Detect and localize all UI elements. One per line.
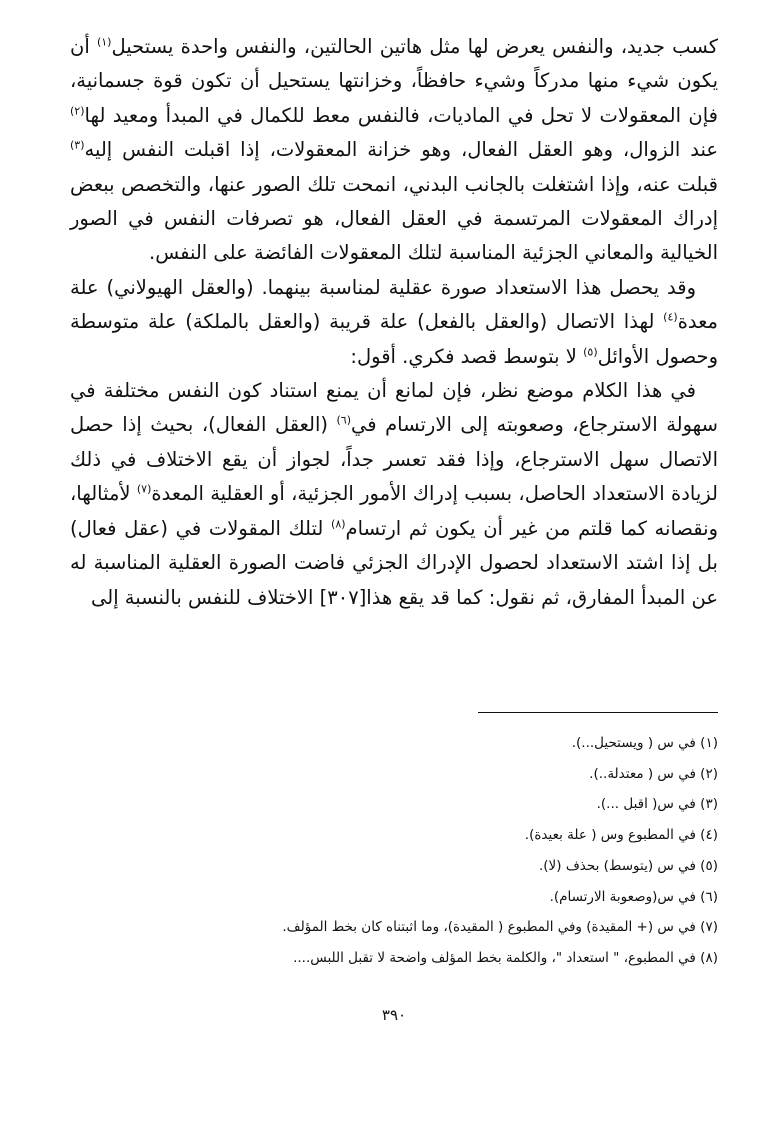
footnote-5: (٥) في س (يتوسط) بحذف (لا). [539, 857, 718, 874]
text-run: كسب جديد، والنفس يعرض لها مثل هاتين الحالتين، والنفس واحدة يستحيل [111, 35, 718, 58]
text-run: لتلك المقولات في (عقل فعال) بل إذا اشتد الاستعداد لحصول الإدراك الجزئي فاضت الصورة العقلية المناسبة له عن المبدأ المفارق، ثم نقول: كما قد يقع هذا[٣٠٧] الاختلاف للنفس بالنسبة إلى [70, 516, 718, 609]
footnote-separator [478, 712, 718, 713]
paragraph-3 [70, 374, 718, 615]
footnote-ref-5: (٥) [583, 345, 598, 359]
footnote-3: (٣) في س( اقبل ...). [596, 796, 718, 813]
footnotes-list [70, 728, 718, 974]
text-run: وقد يحصل هذا الاستعداد صورة عقلية لمناسبة بينهما. (والعقل الهيولاني) علة معدة [70, 275, 718, 334]
page-number: ٣٩٠ [381, 1006, 407, 1024]
footnote-7: (٧) في س (+ المقيدة) وفي المطبوع ( المقيدة)، وما اثبتناه كان بخط المؤلف. [282, 919, 718, 936]
footnote-2: (٢) في س ( معتدلة..). [589, 765, 718, 782]
text-run: (العقل الفعال)، بحيث إذا حصل الاتصال سهل الاسترجاع، وإذا فقد تعسر جداً، لجواز أن يقع الاختلاف في ذلك لزيادة الاستعداد الحاصل، بسبب إدراك الأمور الجزئية، أو العقلية المعدة [70, 413, 718, 506]
footnote-ref-2: (٢) [70, 104, 85, 118]
text-run: لأمثالها، ونقصانه كما قلتم من غير أن يكون ثم ارتسام [70, 482, 719, 540]
footnote-4: (٤) في المطبوع وس ( علة بعيدة). [524, 827, 718, 844]
main-text [70, 30, 718, 615]
text-run: قبلت عنه، وإذا اشتغلت بالجانب البدني، انمحت تلك الصور عنها، والتخصص ببعض إدراك المعقولات المرتسمة في العقل الفعال، هو تصرفات النفس في الصور الخيالية والمعاني الجزئية المناسبة لتلك المعقولات الفائضة على النفس. [70, 172, 718, 265]
footnote-8: (٨) في المطبوع، " استعداد "، والكلمة بخط المؤلف واضحة لا تقبل اللبس.... [293, 949, 718, 966]
book-page [70, 30, 718, 1100]
paragraph-1 [70, 30, 718, 271]
text-run: لهذا الاتصال (والعقل بالفعل) علة قريبة (والعقل بالملكة) علة متوسطة وحصول الأوائل [70, 310, 718, 368]
footnote-ref-4: (٤) [663, 310, 678, 324]
footnote-ref-3: (٣) [70, 138, 85, 152]
text-run: لا بتوسط قصد فكري. أقول: [350, 344, 584, 368]
paragraph-2 [70, 271, 718, 374]
footnote-1: (١) في س ( ويستحيل...). [571, 735, 718, 751]
footnote-ref-1: (١) [96, 35, 112, 49]
footnote-ref-6: (٦) [336, 413, 352, 427]
footnote-ref-7: (٧) [136, 482, 152, 496]
footnote-ref-8: (٨) [331, 517, 346, 531]
footnote-6: (٦) في س(وصعوبة الارتسام). [549, 888, 718, 905]
text-run: عند الزوال، وهو العقل الفعال، وهو خزانة المعقولات، إذا اقبلت النفس إليه [84, 138, 718, 162]
text-run: في هذا الكلام موضع نظر، فإن لمانع أن يمنع استناد كون النفس مختلفة في سهولة الاسترجاع، وصعوبته إلى الارتسام في [70, 379, 718, 437]
text-run: أن يكون شيء منها مدركاً وشيء حافظاً، وخزانتها يستحيل أن تكون قوة جسمانية، فإن المعقولات لا تحل في الماديات، فالنفس معط للكمال في المبدأ ومعيد لها [70, 35, 718, 127]
